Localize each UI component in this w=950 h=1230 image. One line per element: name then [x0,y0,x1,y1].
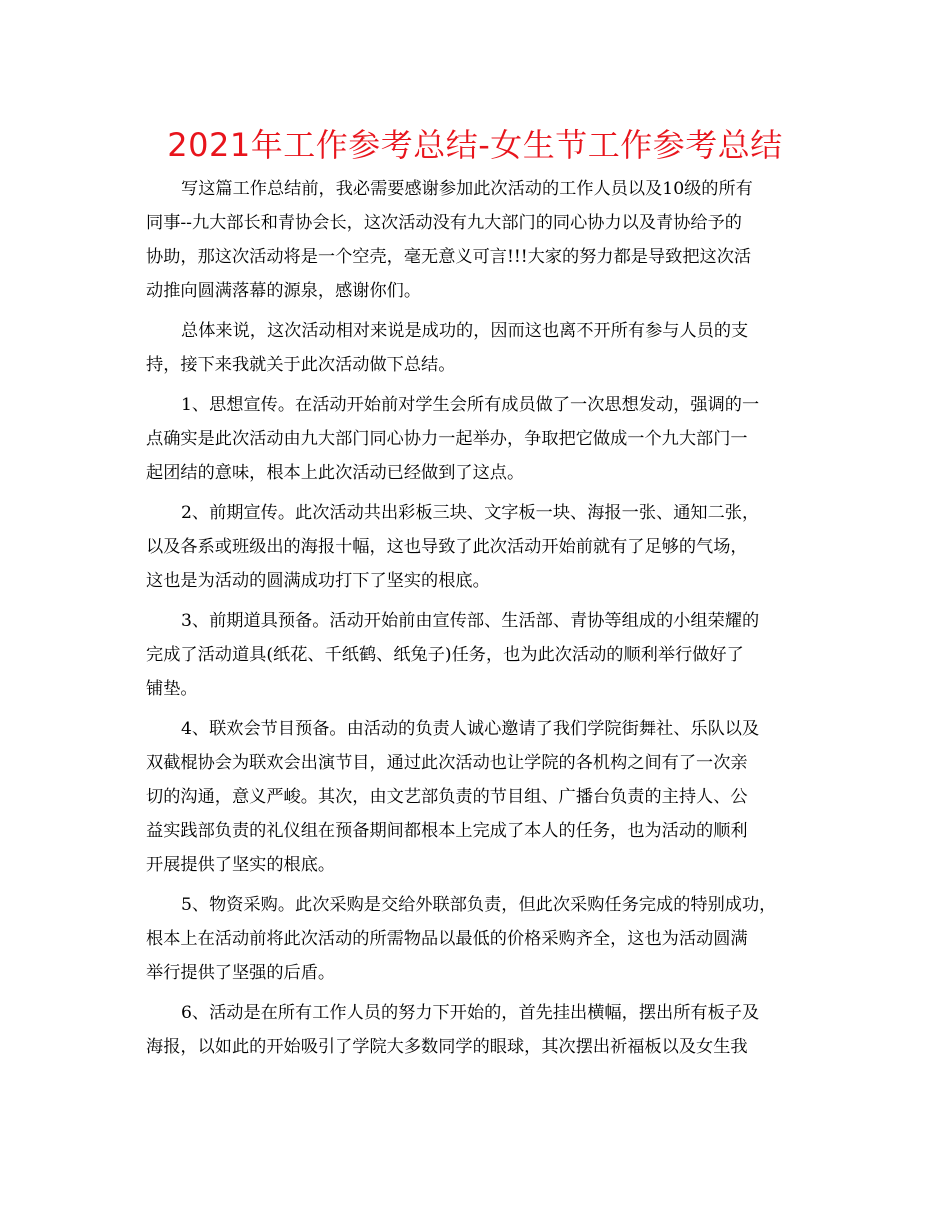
text-line: 同事--九大部长和青协会长，这次活动没有九大部门的同心协力以及青协给予的 [146,213,742,233]
text-line: 持，接下来我就关于此次活动做下总结。 [146,355,456,375]
text-line: 根本上在活动前将此次活动的所需物品以最低的价格采购齐全，这也为活动圆满 [146,929,748,949]
text-line: 4、联欢会节目预备。由活动的负责人诚心邀请了我们学院街舞社、乐队以及 [181,719,760,739]
text-line: 以及各系或班级出的海报十幅，这也导致了此次活动开始前就有了足够的气场， [146,537,748,557]
text-line: 点确实是此次活动由九大部门同心协力一起举办，争取把它做成一个九大部门一 [146,429,748,449]
text-line: 动推向圆满落幕的源泉，感谢你们。 [146,281,422,301]
text-line: 完成了活动道具(纸花、千纸鹤、纸兔子)任务，也为此次活动的顺利举行做好了 [146,645,744,665]
paragraph-1 [146,172,836,308]
text-line: 这也是为活动的圆满成功打下了坚实的根底。 [146,571,490,591]
paragraph-3 [146,388,836,490]
text-line: 写这篇工作总结前，我必需要感谢参加此次活动的工作人员以及10级的所有 [181,179,753,199]
text-line: 6、活动是在所有工作人员的努力下开始的，首先挂出横幅，摆出所有板子及 [181,1003,760,1023]
text-line: 开展提供了坚实的根底。 [146,855,336,875]
text-line: 起团结的意味，根本上此次活动已经做到了这点。 [146,463,525,483]
text-line: 双截棍协会为联欢会出演节目，通过此次活动也让学院的各机构之间有了一次亲 [146,753,748,773]
text-line: 5、物资采购。此次采购是交给外联部负责，但此次采购任务完成的特别成功， [181,895,777,915]
paragraph-8 [146,996,836,1064]
text-line: 2、前期宣传。此次活动共出彩板三块、文字板一块、海报一张、通知二张， [181,503,760,523]
paragraph-2 [146,314,836,382]
text-line: 切的沟通，意义严峻。其次，由文艺部负责的节目组、广播台负责的主持人、公 [146,787,748,807]
text-line: 益实践部负责的礼仪组在预备期间都根本上完成了本人的任务，也为活动的顺利 [146,821,748,841]
text-line: 总体来说，这次活动相对来说是成功的，因而这也离不开所有参与人员的支 [181,321,749,341]
text-line: 1、思想宣传。在活动开始前对学生会所有成员做了一次思想发动，强调的一 [181,395,760,415]
document-body [146,172,836,1064]
text-line: 3、前期道具预备。活动开始前由宣传部、生活部、青协等组成的小组荣耀的 [181,611,760,631]
text-line: 协助，那这次活动将是一个空壳，毫无意义可言!!!大家的努力都是导致把这次活 [146,247,752,267]
text-line: 举行提供了坚强的后盾。 [146,963,336,983]
document-title: 2021年工作参考总结-女生节工作参考总结 [167,126,783,164]
text-line: 铺垫。 [146,679,198,699]
paragraph-6 [146,712,836,882]
paragraph-5 [146,604,836,706]
paragraph-7 [146,888,836,990]
paragraph-4 [146,496,836,598]
text-line: 海报，以如此的开始吸引了学院大多数同学的眼球，其次摆出祈福板以及女生我 [146,1037,748,1057]
